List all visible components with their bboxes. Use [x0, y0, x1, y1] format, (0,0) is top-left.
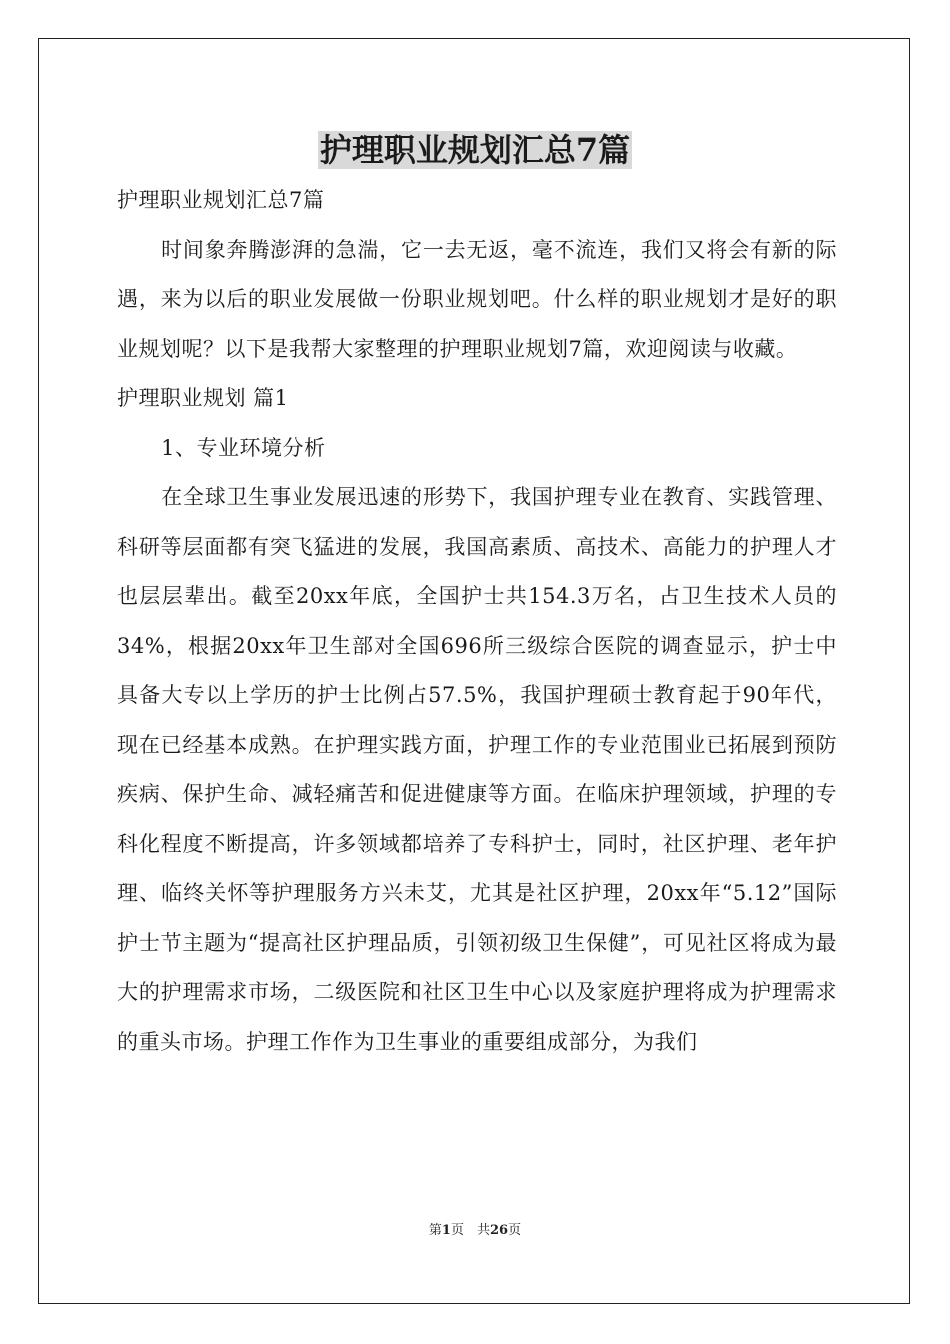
subsection-heading: 1、专业环境分析 — [161, 435, 326, 460]
footer-page-suffix: 页 — [508, 1223, 522, 1238]
footer-page-prefix: 第 — [428, 1223, 442, 1238]
intro-paragraph: 时间象奔腾澎湃的急湍，它一去无返，毫不流连，我们又将会有新的际遇，来为以后的职业发展做一份职业规划吧。什么样的职业规划才是好的职业规划呢？以下是我帮大家整理的护理职业规划7篇，欢迎阅读与收藏。 — [117, 237, 837, 361]
body-paragraph: 在全球卫生事业发展迅速的形势下，我国护理专业在教育、实践管理、科研等层面都有突飞猛进的发展，我国高素质、高技术、高能力的护理人才也层层辈出。截至20xx年底，全国护士共154.3万名，占卫生技术人员的34%，根据20xx年卫生部对全国696所三级综合医院的调查显示，护士中具备大专以上学历的护士比例占57.5%，我国护理硕士教育起于90年代，现在已经基本成熟。在护理实践方面，护理工作的专业范围业已拓展到预防疾病、保护生命、减轻痛苦和促进健康等方面。在临床护理领域，护理的专科化程度不断提高，许多领域都培养了专科护士，同时，社区护理、老年护理、临终关怀等护理服务方兴未艾，尤其是社区护理，20xx年“5.12”国际护士节主题为“提高社区护理品质，引领初级卫生保健”，可见社区将成为最大的护理需求市场，二级医院和社区卫生中心以及家庭护理将成为护理需求的重头市场。护理工作作为卫生事业的重要组成部分，为我们 — [117, 485, 837, 1054]
footer-page-mid: 页 共 — [450, 1223, 490, 1238]
page-footer — [0, 1222, 950, 1240]
footer-page-total: 26 — [489, 1223, 509, 1238]
document-body — [117, 176, 837, 1067]
document-subtitle: 护理职业规划汇总7篇 — [117, 188, 325, 212]
section-heading: 护理职业规划 篇1 — [117, 386, 289, 410]
document-title — [0, 128, 950, 172]
footer-page-current: 1 — [441, 1223, 451, 1238]
document-title-text: 护理职业规划汇总7篇 — [319, 131, 631, 169]
